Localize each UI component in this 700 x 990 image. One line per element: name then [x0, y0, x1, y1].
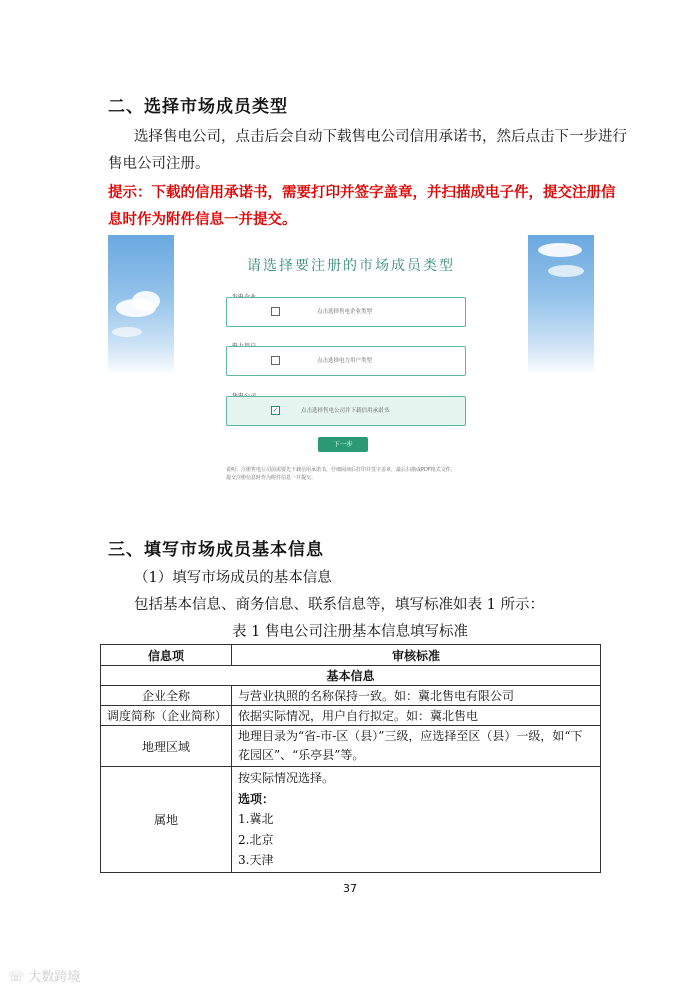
option-item: 2.北京 [238, 832, 274, 847]
standard-line: 按实际情况选择。 [238, 771, 335, 785]
group-consumer[interactable] [226, 346, 466, 376]
options-label: 选项： [238, 791, 275, 806]
table-section-row [101, 666, 601, 686]
option-generation: 点击选择售电企业类型 [317, 309, 373, 315]
section2-heading: 二、选择市场成员类型 [108, 97, 288, 117]
screenshot-title: 请选择要注册的市场成员类型 [247, 258, 455, 274]
section3-para: 包括基本信息、商务信息、联系信息等，填写标准如表 1 所示： [134, 597, 544, 613]
option-retailer: 点击选择售电公司并下载信用承诺书 [301, 408, 390, 414]
table-row [101, 767, 601, 873]
cell-standard [232, 767, 601, 873]
screenshot-note [226, 466, 516, 482]
option-consumer: 点击选择电力用户类型 [317, 358, 373, 364]
watermark-text: 大数跨境 [28, 970, 81, 985]
section2-para-line1: 选择售电公司，点击后会自动下载售电公司信用承诺书，然后点击下一步进行 [134, 129, 627, 145]
table-row [101, 706, 601, 726]
note-line1: 说明：注册售电公司前需要先下载信用承诺书，仔细阅读后打印并签字盖章，最后扫描成PDF格式文件， [226, 467, 456, 473]
cell-item: 属地 [101, 767, 232, 873]
group-generation[interactable] [226, 297, 466, 327]
sky-image-left [108, 235, 174, 375]
standard-line: 地理目录为“省-市-区（县）”三级，应选择至区（县）一级，如“下 [238, 729, 583, 743]
note-line2: 提交注册信息时作为附件信息一并提交。 [226, 475, 317, 481]
cell-standard: 依据实际情况，用户自行拟定。如：冀北售电 [232, 706, 601, 726]
table-caption: 表 1 售电公司注册基本信息填写标准 [232, 624, 468, 640]
checkbox-consumer[interactable] [271, 356, 280, 365]
cell-item: 调度简称（企业简称） [101, 706, 232, 726]
section-basic-info: 基本信息 [101, 666, 601, 686]
tip-line1: 提示：下载的信用承诺书，需要打印并签字盖章，并扫描成电子件，提交注册信 [108, 185, 616, 201]
cell-standard: 与营业执照的名称保持一致。如：冀北售电有限公司 [232, 686, 601, 706]
table-row [101, 686, 601, 706]
checkbox-retailer-checked[interactable]: ✓ [272, 406, 279, 414]
watermark-logo [8, 966, 80, 985]
section3-heading: 三、填写市场成员基本信息 [108, 540, 324, 560]
next-step-button[interactable]: 下一步 [318, 437, 368, 452]
cell-standard [232, 726, 601, 767]
section3-sub: （1）填写市场成员的基本信息 [134, 570, 332, 586]
section2-para-line2: 售电公司注册。 [108, 156, 210, 172]
cell-item: 企业全称 [101, 686, 232, 706]
table-header-row [101, 645, 601, 666]
standards-table [100, 644, 601, 873]
table-row [101, 726, 601, 767]
standard-line: 花园区”、“乐亭县”等。 [238, 748, 365, 762]
watermark-icon: ☏ [8, 970, 25, 985]
sky-image-right [528, 235, 594, 375]
cell-item: 地理区域 [101, 726, 232, 767]
tip-line2: 息时作为附件信息一并提交。 [108, 212, 297, 228]
option-item: 1.冀北 [238, 812, 274, 826]
header-item: 信息项 [101, 645, 232, 666]
group-retailer[interactable] [226, 396, 466, 426]
page-number: 37 [343, 882, 357, 895]
checkbox-generation[interactable] [271, 307, 280, 316]
header-standard: 审核标准 [232, 645, 601, 666]
option-item: 3.天津 [238, 853, 274, 867]
